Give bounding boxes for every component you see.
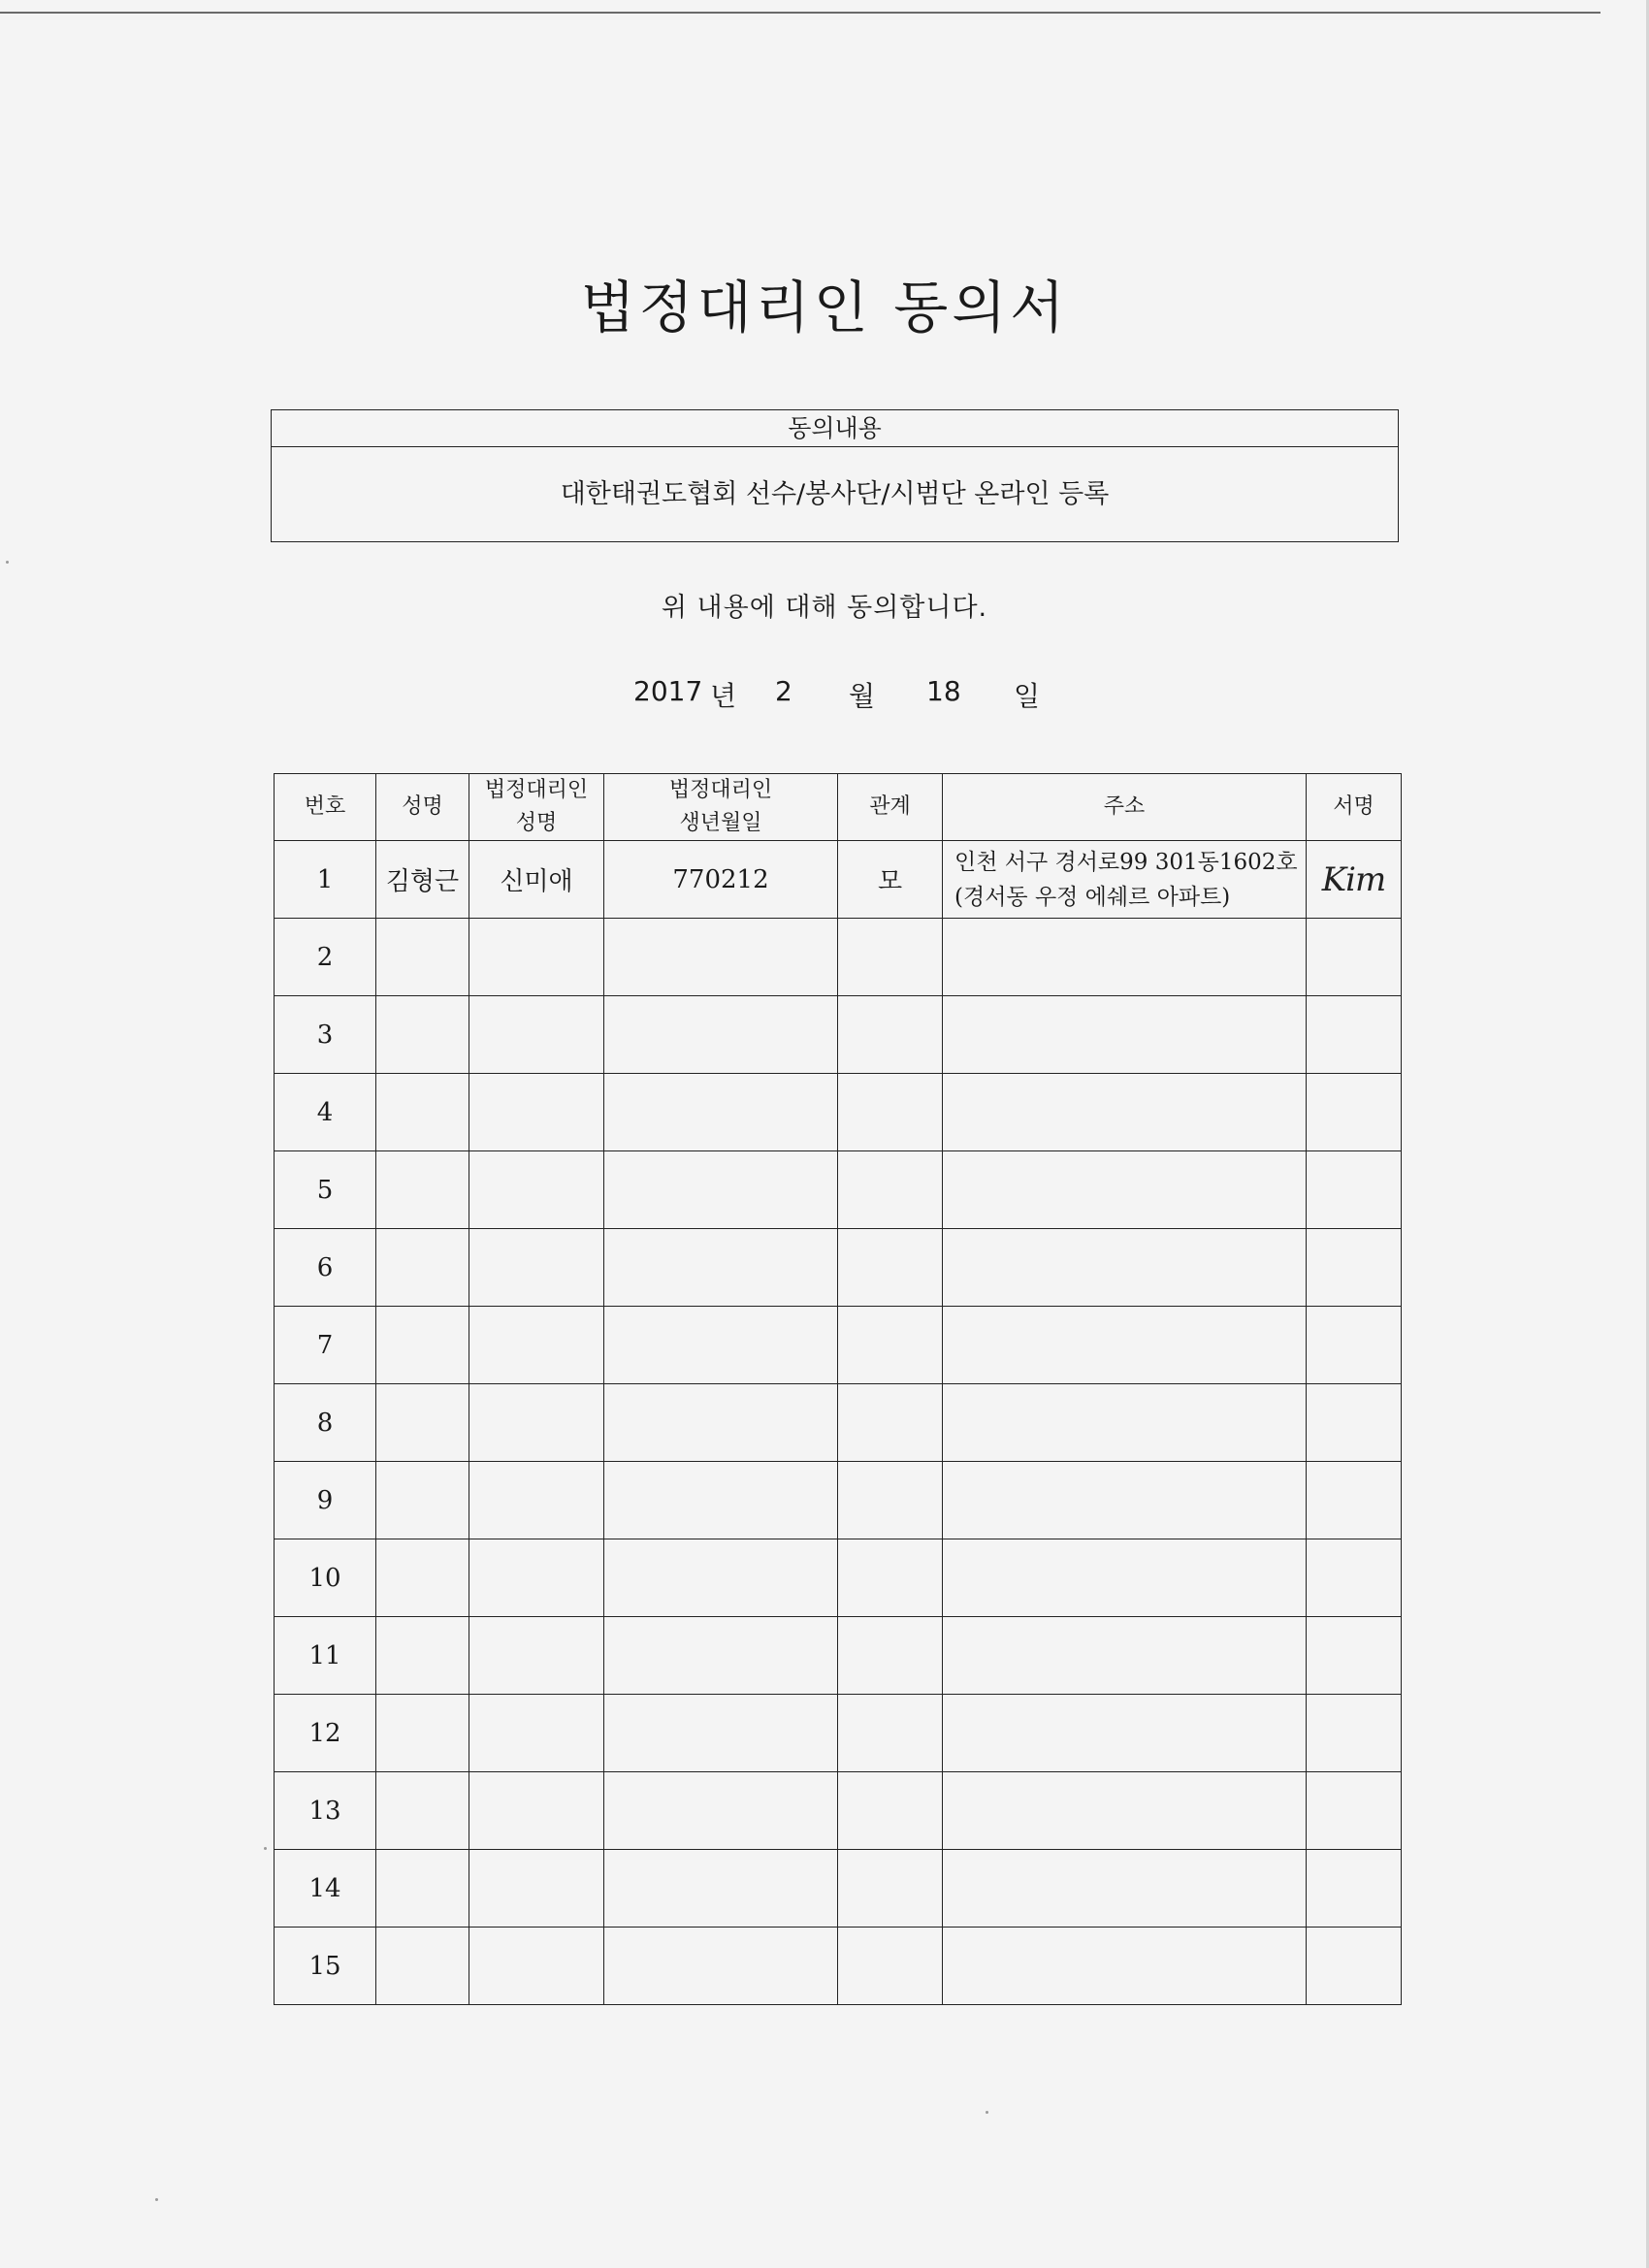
cell-address — [943, 1151, 1307, 1229]
date-year: 2017 — [633, 675, 703, 707]
cell-relation — [838, 1539, 943, 1617]
cell-name — [376, 1074, 469, 1151]
cell-no: 4 — [275, 1074, 376, 1151]
cell-guardian-birth — [604, 1772, 838, 1850]
header-guardian-birth — [604, 774, 838, 841]
header-relation: 관계 — [838, 774, 943, 841]
cell-relation — [838, 1462, 943, 1539]
cell-relation — [838, 1307, 943, 1384]
cell-no: 7 — [275, 1307, 376, 1384]
cell-relation — [838, 1695, 943, 1772]
header-no: 번호 — [275, 774, 376, 841]
cell-guardian-name — [469, 919, 604, 996]
table-row — [275, 1229, 1402, 1307]
cell-address — [943, 1462, 1307, 1539]
cell-address — [943, 919, 1307, 996]
cell-no: 10 — [275, 1539, 376, 1617]
cell-name — [376, 1307, 469, 1384]
table-header-row — [275, 774, 1402, 841]
cell-guardian-name — [469, 1462, 604, 1539]
cell-address — [943, 1384, 1307, 1462]
table-row — [275, 1539, 1402, 1617]
cell-no: 15 — [275, 1928, 376, 2005]
cell-relation — [838, 996, 943, 1074]
cell-address — [943, 1850, 1307, 1928]
cell-name — [376, 1539, 469, 1617]
cell-signature — [1307, 1384, 1402, 1462]
cell-signature — [1307, 1928, 1402, 2005]
table-row — [275, 1928, 1402, 2005]
cell-no: 11 — [275, 1617, 376, 1695]
cell-guardian-name — [469, 1928, 604, 2005]
consent-body: 대한태권도협회 선수/봉사단/시범단 온라인 등록 — [560, 479, 1110, 509]
header-guardian-birth-line2: 생년월일 — [679, 811, 762, 835]
cell-signature — [1307, 1074, 1402, 1151]
table-row — [275, 919, 1402, 996]
cell-guardian-birth: 770212 — [604, 841, 838, 919]
cell-guardian-birth — [604, 996, 838, 1074]
table-row — [275, 1074, 1402, 1151]
cell-name: 김형근 — [376, 841, 469, 919]
cell-no: 8 — [275, 1384, 376, 1462]
cell-guardian-birth — [604, 1617, 838, 1695]
cell-relation — [838, 919, 943, 996]
cell-guardian-name — [469, 1384, 604, 1462]
cell-guardian-birth — [604, 1928, 838, 2005]
cell-signature — [1307, 1772, 1402, 1850]
cell-guardian-name — [469, 1151, 604, 1229]
cell-signature — [1307, 1229, 1402, 1307]
cell-guardian-birth — [604, 1695, 838, 1772]
cell-no: 13 — [275, 1772, 376, 1850]
cell-signature — [1307, 996, 1402, 1074]
table-row — [275, 1772, 1402, 1850]
cell-no: 14 — [275, 1850, 376, 1928]
cell-name — [376, 1617, 469, 1695]
cell-guardian-birth — [604, 1384, 838, 1462]
guardian-consent-table — [274, 773, 1402, 2005]
header-address: 주소 — [943, 774, 1307, 841]
cell-no: 9 — [275, 1462, 376, 1539]
date-day: 18 — [926, 675, 961, 707]
header-guardian-birth-line1: 법정대리인 — [668, 778, 773, 802]
cell-address — [943, 1539, 1307, 1617]
cell-guardian-name — [469, 996, 604, 1074]
scan-speck — [986, 2111, 988, 2114]
table-row — [275, 996, 1402, 1074]
cell-no: 6 — [275, 1229, 376, 1307]
cell-guardian-birth — [604, 1074, 838, 1151]
cell-signature — [1307, 1850, 1402, 1928]
cell-guardian-name: 신미애 — [469, 841, 604, 919]
cell-guardian-birth — [604, 1307, 838, 1384]
cell-signature: Kim — [1307, 841, 1402, 919]
cell-address — [943, 996, 1307, 1074]
cell-name — [376, 919, 469, 996]
consent-box — [271, 409, 1399, 542]
cell-no: 1 — [275, 841, 376, 919]
cell-no: 3 — [275, 996, 376, 1074]
cell-guardian-birth — [604, 1229, 838, 1307]
cell-name — [376, 1695, 469, 1772]
cell-guardian-name — [469, 1539, 604, 1617]
table-row — [275, 1695, 1402, 1772]
cell-signature — [1307, 1617, 1402, 1695]
header-guardian-name-line1: 법정대리인 — [484, 778, 589, 802]
cell-no: 2 — [275, 919, 376, 996]
cell-signature — [1307, 919, 1402, 996]
cell-name — [376, 1151, 469, 1229]
cell-name — [376, 1772, 469, 1850]
cell-signature — [1307, 1462, 1402, 1539]
cell-guardian-name — [469, 1307, 604, 1384]
table-row — [275, 1850, 1402, 1928]
cell-address — [943, 1772, 1307, 1850]
scan-edge-top — [0, 12, 1600, 14]
cell-no: 5 — [275, 1151, 376, 1229]
scan-speck — [6, 561, 9, 564]
header-signature: 서명 — [1307, 774, 1402, 841]
cell-address — [943, 1229, 1307, 1307]
table-row — [275, 1307, 1402, 1384]
cell-guardian-name — [469, 1229, 604, 1307]
address-line1: 인천 서구 경서로99 301동1602호 — [954, 849, 1298, 875]
date-month-unit: 월 — [849, 680, 876, 712]
scan-speck — [155, 2198, 158, 2201]
table-row — [275, 1462, 1402, 1539]
cell-address — [943, 841, 1307, 919]
header-guardian-name — [469, 774, 604, 841]
cell-name — [376, 1462, 469, 1539]
cell-name — [376, 1229, 469, 1307]
cell-guardian-name — [469, 1617, 604, 1695]
document-title: 법정대리인 동의서 — [580, 275, 1069, 340]
cell-relation — [838, 1850, 943, 1928]
agreement-text: 위 내용에 대해 동의합니다. — [661, 593, 988, 623]
header-name: 성명 — [376, 774, 469, 841]
cell-name — [376, 996, 469, 1074]
cell-address — [943, 1695, 1307, 1772]
cell-guardian-name — [469, 1772, 604, 1850]
cell-name — [376, 1928, 469, 2005]
cell-name — [376, 1384, 469, 1462]
cell-relation — [838, 1151, 943, 1229]
table-row — [275, 1151, 1402, 1229]
date-month: 2 — [775, 675, 792, 707]
cell-relation — [838, 1928, 943, 2005]
consent-header: 동의내용 — [272, 410, 1398, 447]
table-row — [275, 841, 1402, 919]
cell-no: 12 — [275, 1695, 376, 1772]
cell-guardian-birth — [604, 1850, 838, 1928]
cell-signature — [1307, 1695, 1402, 1772]
table-body — [275, 841, 1402, 2005]
header-guardian-name-line2: 성명 — [515, 811, 558, 835]
cell-address — [943, 1307, 1307, 1384]
table-row — [275, 1617, 1402, 1695]
cell-signature — [1307, 1539, 1402, 1617]
cell-guardian-birth — [604, 919, 838, 996]
table-row — [275, 1384, 1402, 1462]
cell-guardian-birth — [604, 1462, 838, 1539]
cell-guardian-birth — [604, 1539, 838, 1617]
cell-address — [943, 1617, 1307, 1695]
date-day-unit: 일 — [1014, 680, 1041, 712]
date-year-unit: 년 — [710, 680, 737, 712]
address-line2: (경서동 우정 에쉐르 아파트) — [954, 884, 1231, 910]
cell-relation — [838, 1617, 943, 1695]
cell-relation — [838, 1074, 943, 1151]
cell-relation: 모 — [838, 841, 943, 919]
cell-guardian-name — [469, 1850, 604, 1928]
cell-guardian-birth — [604, 1151, 838, 1229]
cell-guardian-name — [469, 1074, 604, 1151]
cell-relation — [838, 1772, 943, 1850]
cell-guardian-name — [469, 1695, 604, 1772]
scan-speck — [264, 1847, 267, 1850]
cell-relation — [838, 1384, 943, 1462]
cell-signature — [1307, 1307, 1402, 1384]
cell-signature — [1307, 1151, 1402, 1229]
cell-relation — [838, 1229, 943, 1307]
cell-name — [376, 1850, 469, 1928]
cell-address — [943, 1928, 1307, 2005]
cell-address — [943, 1074, 1307, 1151]
